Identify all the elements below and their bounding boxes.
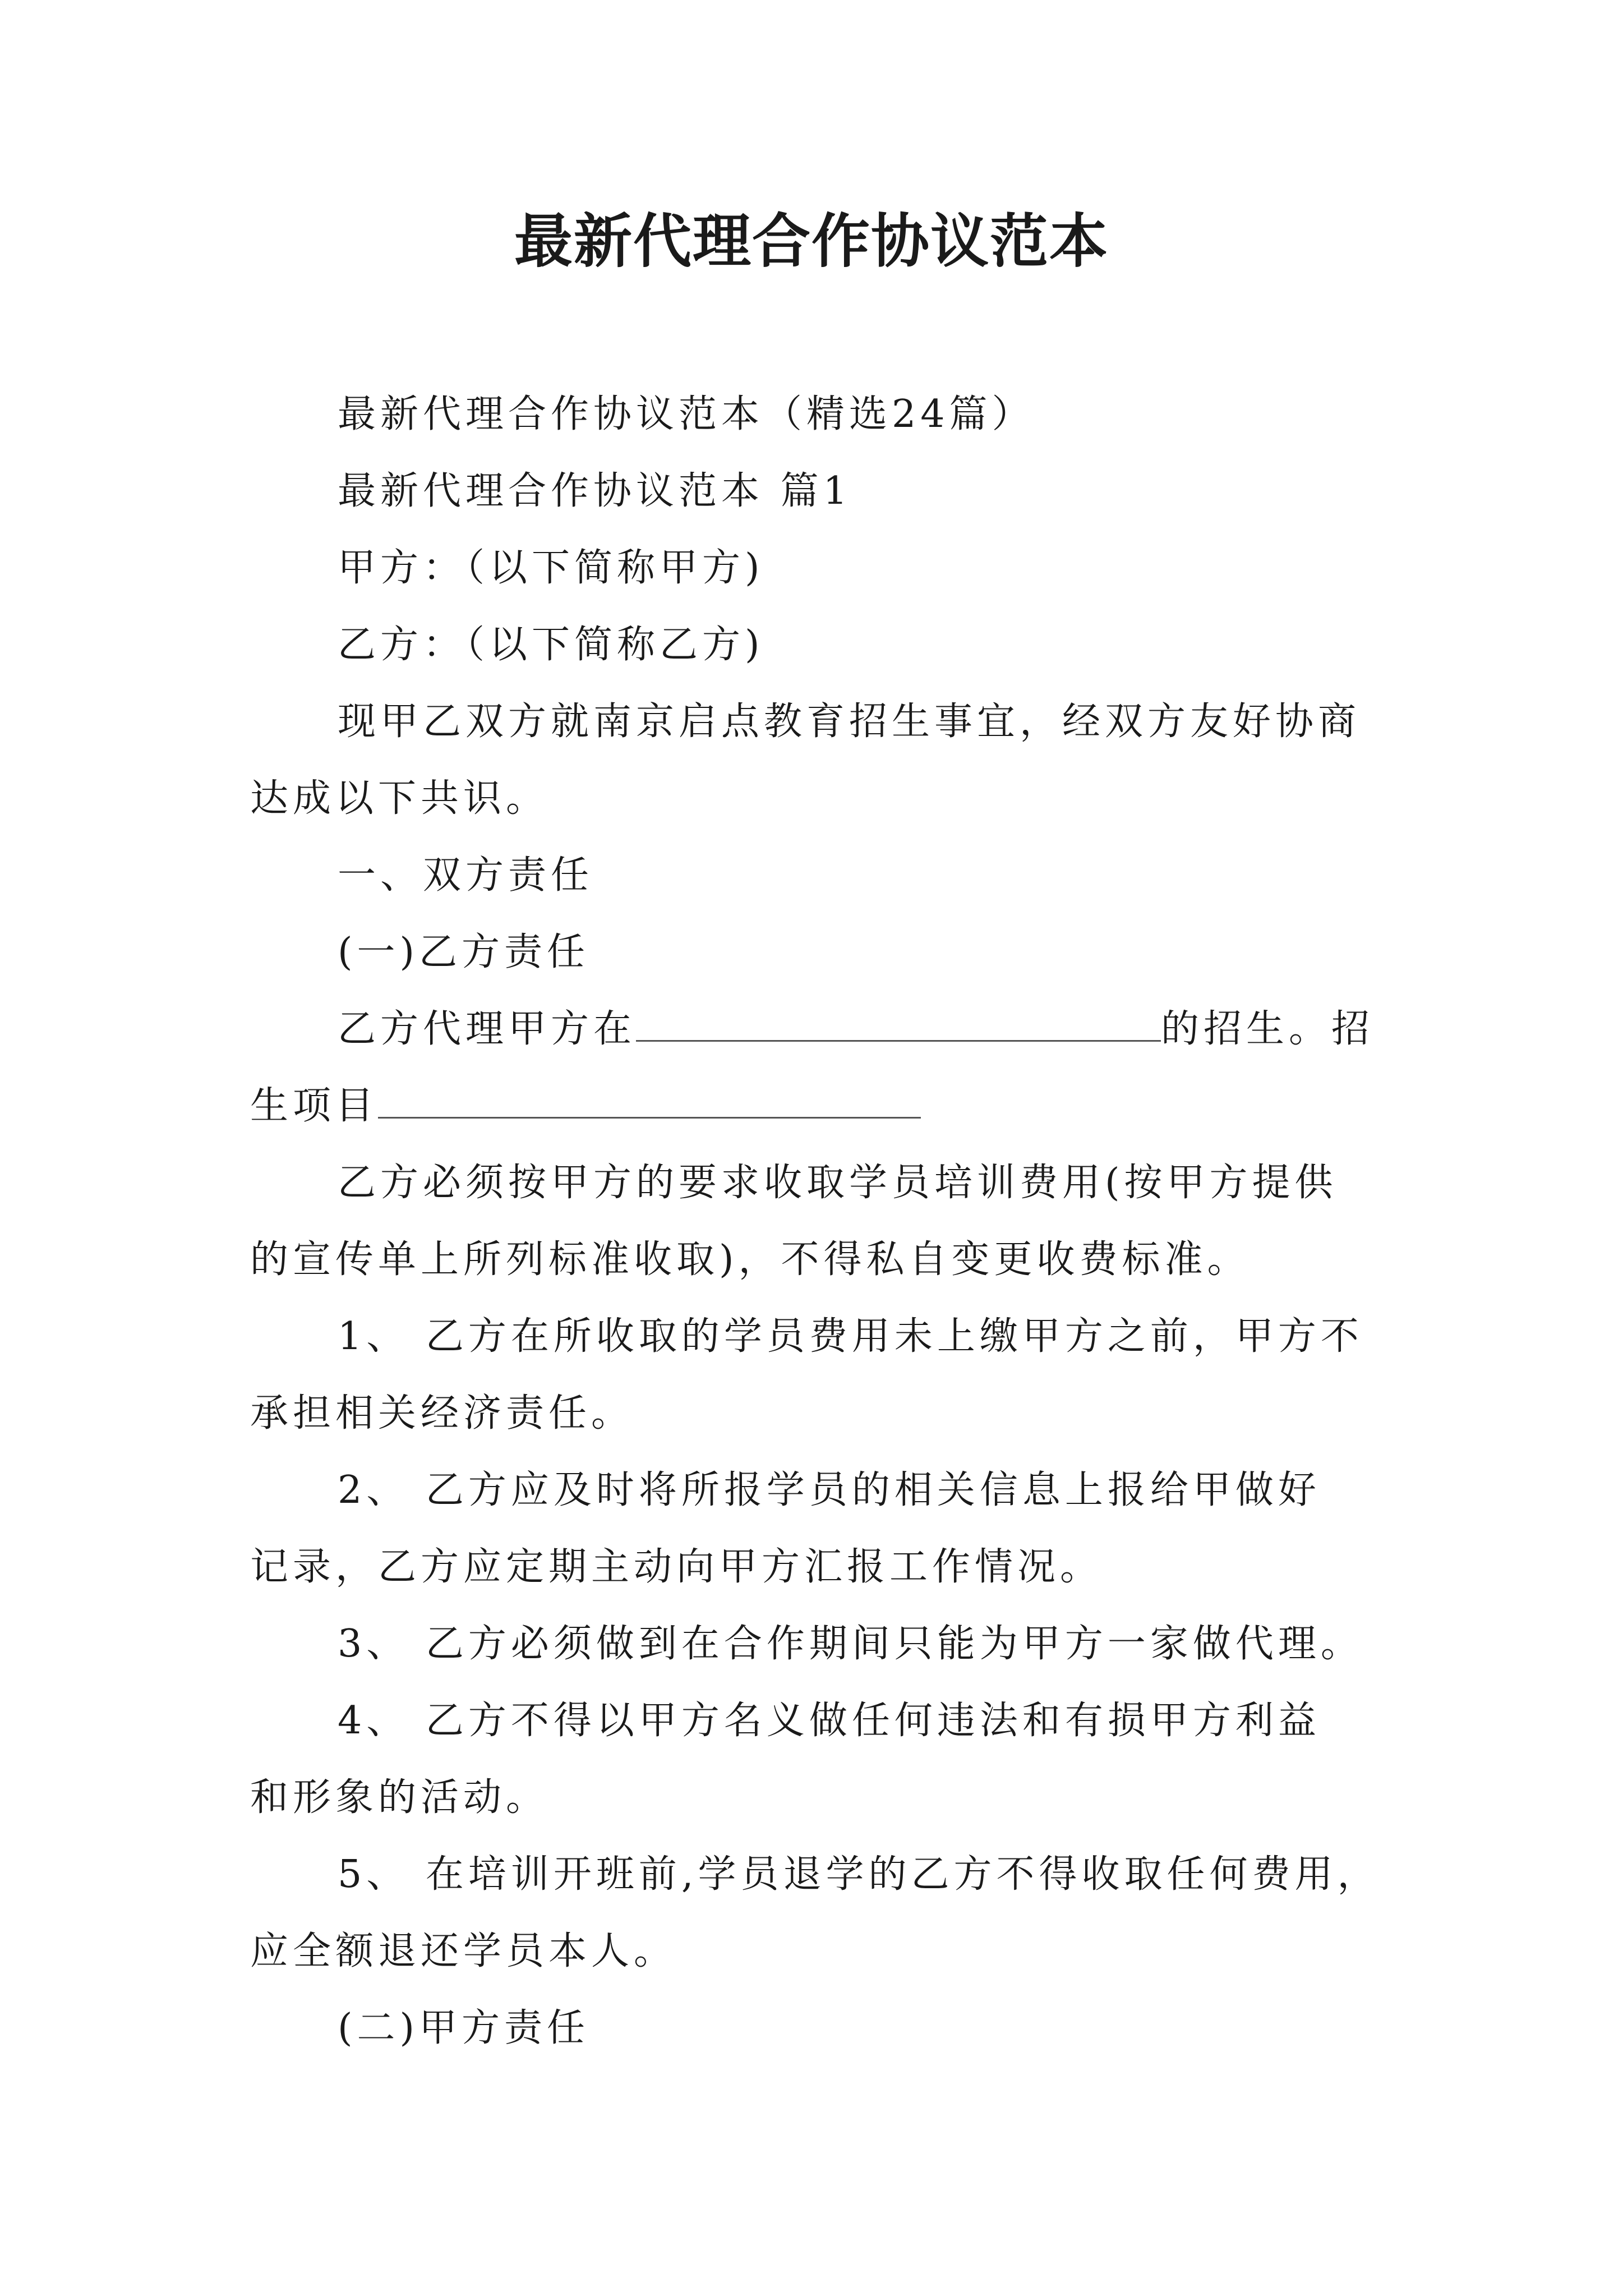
clause-2-line-1: 2、 乙方应及时将所报学员的相关信息上报给甲做好 xyxy=(338,1468,1321,1512)
clause-1-line-1: 1、 乙方在所收取的学员费用未上缴甲方之前，甲方不 xyxy=(338,1314,1363,1359)
clause-1-line-2: 承担相关经济责任。 xyxy=(250,1391,634,1435)
paragraph-party-a: 甲方：（以下简称甲方) xyxy=(338,546,764,590)
paragraph-fees-line-2: 的宣传单上所列标准收取)，不得私自变更收费标准。 xyxy=(250,1237,1250,1282)
clause-3: 3、 乙方必须做到在合作期间只能为甲方一家做代理。 xyxy=(338,1622,1363,1666)
heading-party-a-responsibilities: (二)甲方责任 xyxy=(338,2006,590,2050)
paragraph-fees-line-1: 乙方必须按甲方的要求收取学员培训费用(按甲方提供 xyxy=(338,1161,1338,1205)
paragraph-party-b: 乙方：（以下简称乙方) xyxy=(338,623,764,667)
clause-4-line-2: 和形象的活动。 xyxy=(250,1775,549,1820)
paragraph-agency-scope-line-1 xyxy=(250,991,1377,1068)
blank-field-project xyxy=(378,1080,921,1119)
clause-5-line-2: 应全额退还学员本人。 xyxy=(250,1929,677,1973)
clause-5-line-1: 5、 在培训开班前,学员退学的乙方不得收取任何费用， xyxy=(338,1852,1380,1897)
blank-field-location xyxy=(636,1003,1161,1042)
document-title: 最新代理合作协议范本 xyxy=(514,207,1109,275)
agency-scope-text-end: 的招生。招 xyxy=(1161,1007,1375,1051)
heading-mutual-responsibilities: 一、双方责任 xyxy=(338,853,594,898)
agency-scope-text-start: 乙方代理甲方在 xyxy=(338,1007,637,1051)
paragraph-agency-scope-line-2 xyxy=(250,1068,1377,1144)
heading-party-b-responsibilities: (一)乙方责任 xyxy=(338,930,590,974)
paragraph-subtitle: 最新代理合作协议范本（精选24篇） xyxy=(338,392,1035,436)
document-body xyxy=(250,376,1380,2067)
project-label: 生项目 xyxy=(250,1084,379,1128)
clause-2-line-2: 记录，乙方应定期主动向甲方汇报工作情况。 xyxy=(250,1545,1103,1589)
clause-4-line-1: 4、 乙方不得以甲方名义做任何违法和有损甲方利益 xyxy=(338,1699,1321,1743)
paragraph-intro-line-1: 现甲乙双方就南京启点教育招生事宜，经双方友好协商 xyxy=(338,700,1361,744)
paragraph-section-heading: 最新代理合作协议范本 篇1 xyxy=(338,469,852,513)
paragraph-intro-line-2: 达成以下共识。 xyxy=(250,776,549,821)
